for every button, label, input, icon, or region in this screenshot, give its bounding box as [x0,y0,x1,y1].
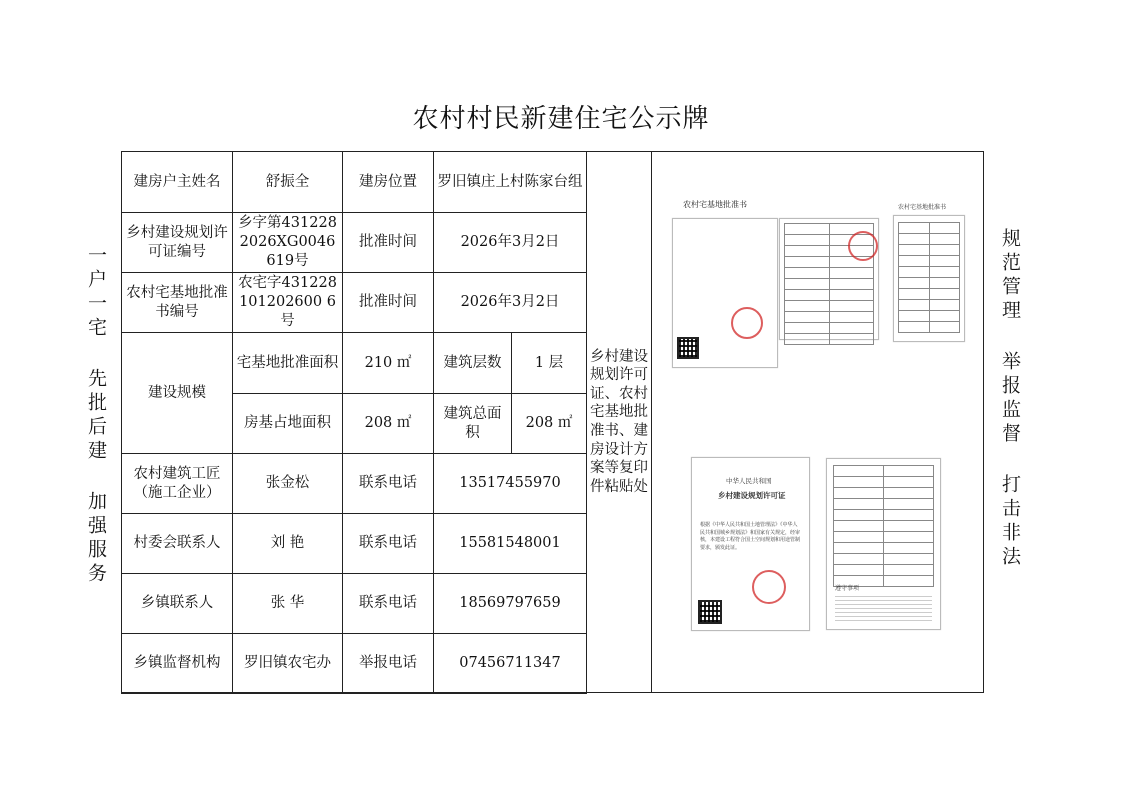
builder-phone: 13517455970 [434,454,587,514]
homestead-time-value: 2026年3月2日 [434,273,587,333]
homestead-value: 农宅字431228101202600 6号 [233,273,343,333]
notice-text-lines [835,595,932,621]
permit-attachment-scan [826,458,941,630]
town-phone: 18569797659 [434,574,587,634]
permit-doc-title: 乡村建设规划许可证 [718,491,786,500]
red-seal-icon [752,570,786,604]
red-seal-icon [731,307,763,339]
total-label: 建筑总面积 [434,394,512,454]
location-label: 建房位置 [343,152,434,213]
info-table [121,151,587,694]
table-row [122,634,587,694]
right-slogan: 规范管理 举报监督 打击非法 [999,228,1021,570]
table-row [122,514,587,574]
footprint-label: 房基占地面积 [233,394,343,454]
footprint-value: 208 ㎡ [343,394,434,454]
owner-value: 舒振全 [233,152,343,213]
table-row [122,574,587,634]
homestead-doc-title: 农村宅基地批准书 [683,200,747,209]
village-value: 刘 艳 [233,514,343,574]
permit-label: 乡村建设规划许可证编号 [122,213,233,273]
floors-value: 1 层 [512,333,587,394]
table-row [122,333,587,394]
permit-value: 乡字第4312282026XG0046619号 [233,213,343,273]
table-row [122,273,587,333]
area-value: 210 ㎡ [343,333,434,394]
builder-label: 农村建筑工匠（施工企业） [122,454,233,514]
village-label: 村委会联系人 [122,514,233,574]
permit-country: 中华人民共和国 [726,477,772,485]
homestead-label: 农村宅基地批准书编号 [122,273,233,333]
floors-label: 建筑层数 [434,333,512,394]
town-phone-label: 联系电话 [343,574,434,634]
table-row [122,152,587,213]
village-phone-label: 联系电话 [343,514,434,574]
permit-time-value: 2026年3月2日 [434,213,587,273]
supervisor-value: 罗旧镇农宅办 [233,634,343,694]
village-phone: 15581548001 [434,514,587,574]
scale-label: 建设规模 [122,333,233,454]
notice-doc-title: 遵守事项 [835,585,860,592]
homestead-approval-back-scan [893,204,965,342]
page-title: 农村村民新建住宅公示牌 [412,104,710,134]
permit-time-label: 批准时间 [343,213,434,273]
builder-phone-label: 联系电话 [343,454,434,514]
left-slogan: 一户一宅 先批后建 加强服务 [85,245,107,587]
homestead-back-title: 农村宅基地批准书 [898,204,947,211]
town-value: 张 华 [233,574,343,634]
report-phone: 07456711347 [434,634,587,694]
qr-code-icon [698,600,722,624]
supervisor-label: 乡镇监督机构 [122,634,233,694]
homestead-approval-table-scan [779,218,879,340]
owner-label: 建房户主姓名 [122,152,233,213]
town-label: 乡镇联系人 [122,574,233,634]
report-label: 举报电话 [343,634,434,694]
location-value: 罗旧镇庄上村陈家台组 [434,152,587,213]
red-seal-icon [848,231,878,261]
homestead-time-label: 批准时间 [343,273,434,333]
paste-note-text: 乡村建设规划许可证、农村宅基地批准书、建房设计方案等复印件粘贴处 [590,348,648,495]
paste-area-note [586,151,652,693]
table-row [122,213,587,273]
planning-permit-scan [691,457,810,631]
permit-doc-body: 根据《中华人民共和国土地管理法》《中华人民共和国城乡规划法》和国家有关规定，经审核，本建设工程符合国土空间规划和用途管制要求，颁发此证。 [700,522,801,551]
builder-value: 张金松 [233,454,343,514]
table-row [122,454,587,514]
total-value: 208 ㎡ [512,394,587,454]
qr-code-icon [677,337,699,359]
homestead-approval-scan [672,200,778,368]
area-label: 宅基地批准面积 [233,333,343,394]
